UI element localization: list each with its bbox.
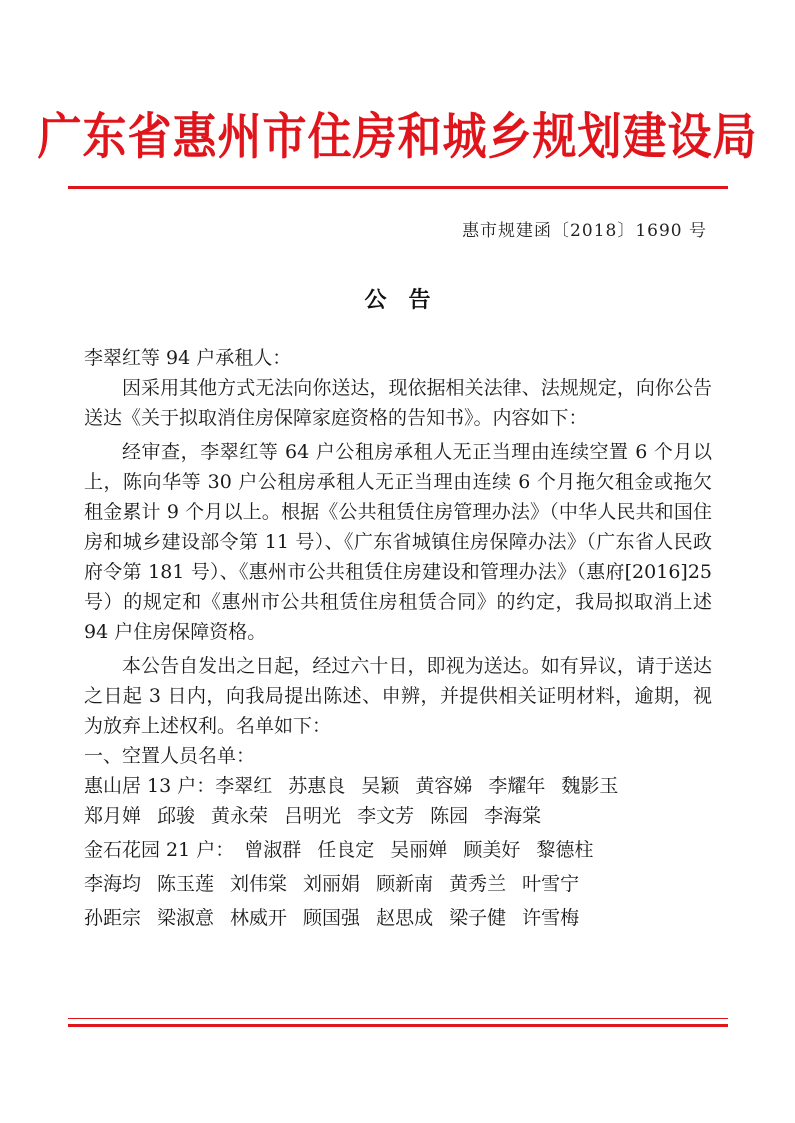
footer-rule-thick [68, 1024, 728, 1027]
paragraph-deadline: 本公告自发出之日起，经过六十日，即视为送达。如有异议，请于送达之日起 3 日内，向我局提出陈述、申辨，并提供相关证明材料，逾期，视为放弃上述权利。名单如下： [84, 655, 712, 737]
list-item: 孙距宗 [84, 907, 142, 929]
list-item: 梁子健 [449, 907, 507, 929]
list-item: 黎德柱 [536, 839, 594, 861]
list-item: 任良定 [317, 839, 375, 861]
list-item: 李海均 [84, 873, 142, 895]
list-item: 黄秀兰 [449, 873, 507, 895]
list-item: 黄永荣 [211, 805, 269, 827]
name-list-row [84, 801, 712, 831]
name-list-row [84, 771, 712, 801]
list-item: 郑月婵 [84, 805, 142, 827]
paragraph-findings: 经审查，李翠红等 64 户公租房承租人无正当理由连续空置 6 个月以上，陈向华等 30 户公租房承租人无正当理由连续 6 个月拖欠租金或拖欠租金累计 9 个月以上。根据《公共租赁住房管理办法》（中华人民共和国住房和城乡建设部令第 11 号）、《广东省城镇住房保障办法》（广东省人民政府令第 181 号）、《惠州市公共租赁住房建设和管理办法》（惠府[2016]25 号）的规定和《惠州市公共租赁住房租赁合同》的约定，我局拟取消上述 94 户住房保障资格。 [84, 441, 712, 643]
addressee: 李翠红等 94 户承租人： [84, 347, 292, 369]
list-item: 叶雪宁 [522, 873, 580, 895]
list-item: 吕明光 [284, 805, 342, 827]
vacant-list-heading: 一、空置人员名单： [84, 745, 256, 767]
list-item: 李耀年 [488, 775, 546, 797]
notice-body [84, 343, 712, 933]
letterhead-rule [68, 186, 728, 189]
list-item: 顾美好 [463, 839, 521, 861]
list-item: 曾淑群 [244, 839, 302, 861]
list-item: 梁淑意 [157, 907, 215, 929]
list-item: 顾新南 [376, 873, 434, 895]
list-item: 赵思成 [376, 907, 434, 929]
list-item: 顾国强 [303, 907, 361, 929]
agency-letterhead-title: 广东省惠州市住房和城乡规划建设局 [37, 108, 758, 166]
list-item: 吴丽婵 [390, 839, 448, 861]
list-item: 李翠红 [215, 775, 273, 797]
list-item: 邱骏 [157, 805, 196, 827]
list-item: 李海棠 [484, 805, 542, 827]
list-item: 吴颖 [361, 775, 400, 797]
group-label: 惠山居 13 户： [84, 775, 216, 797]
list-item: 魏影玉 [561, 775, 619, 797]
name-list-row [84, 903, 712, 933]
list-item: 李文芳 [357, 805, 415, 827]
name-list-row [84, 869, 712, 899]
list-item: 刘伟棠 [230, 873, 288, 895]
document-number: 惠市规建函〔2018〕1690 号 [462, 221, 707, 241]
name-list-row [84, 835, 712, 865]
list-item: 陈园 [430, 805, 469, 827]
paragraph-intro: 因采用其他方式无法向你送达，现依据相关法律、法规规定，向你公告送达《关于拟取消住房保障家庭资格的告知书》。内容如下： [84, 377, 712, 429]
footer-rule-thin [68, 1018, 728, 1019]
list-item: 刘丽娟 [303, 873, 361, 895]
list-item: 许雪梅 [522, 907, 580, 929]
group-label: 金石花园 21 户： [84, 839, 235, 861]
notice-title: 公 告 [364, 288, 431, 313]
list-item: 林威开 [230, 907, 288, 929]
list-item: 黄容娣 [415, 775, 473, 797]
list-item: 陈玉莲 [157, 873, 215, 895]
list-item: 苏惠良 [288, 775, 346, 797]
